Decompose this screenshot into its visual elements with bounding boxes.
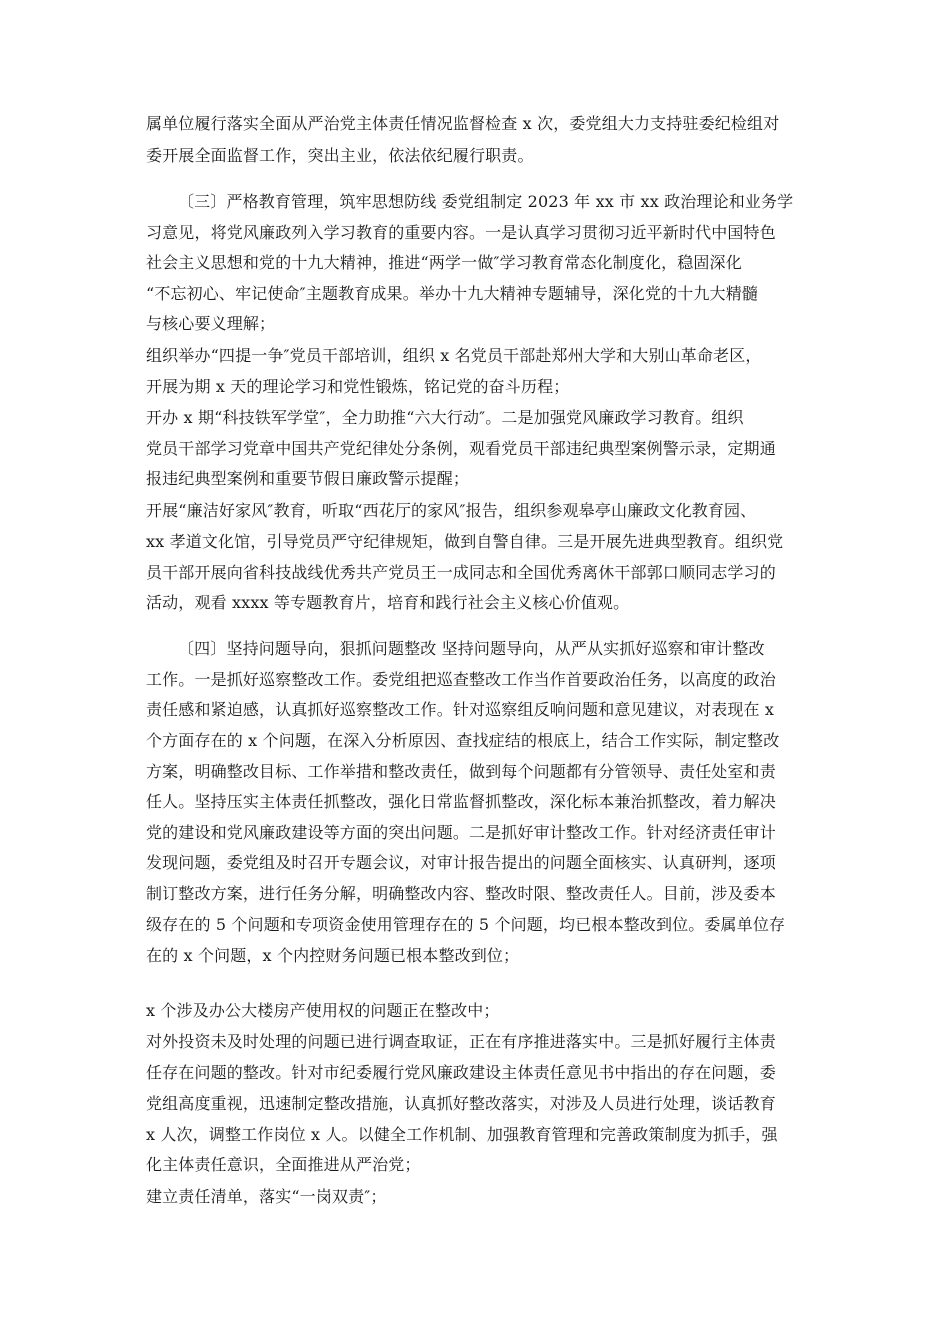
text-line: 党的建设和党风廉政建设等方面的突出问题。二是抓好审计整改工作。针对经济责任审计 xyxy=(146,823,776,842)
text-line: 制订整改方案，进行任务分解，明确整改内容、整改时限、整改责任人。目前，涉及委本 xyxy=(146,884,776,903)
text-line: 工作。一是抓好巡察整改工作。委党组把巡查整改工作当作首要政治任务，以高度的政治 xyxy=(146,670,776,689)
section-3-heading-line: 〔三〕严格教育管理，筑牢思想防线 委党组制定 2023 年 xx 市 xx 政治理论和业务学 xyxy=(178,192,794,211)
text-line: 发现问题，委党组及时召开专题会议，对审计报告提出的问题全面核实、认真研判，逐项 xyxy=(146,853,776,872)
text-line: 级存在的 5 个问题和专项资金使用管理存在的 5 个问题，均已根本整改到位。委属单位存 xyxy=(146,915,786,934)
text-line: 开展为期 x 天的理论学习和党性锻炼，铭记党的奋斗历程； xyxy=(146,377,570,396)
text-line: 活动，观看 xxxx 等专题教育片，培育和践行社会主义核心价值观。 xyxy=(146,593,630,612)
text-line: 报违纪典型案例和重要节假日廉政警示提醒； xyxy=(146,469,470,488)
text-line: 习意见，将党风廉政列入学习教育的重要内容。一是认真学习贯彻习近平新时代中国特色 xyxy=(146,223,776,242)
text-line: 与核心要义理解； xyxy=(146,314,276,333)
text-line: x 人次，调整工作岗位 x 人。以健全工作机制、加强教育管理和完善政策制度为抓手，强 xyxy=(146,1125,778,1144)
text-line: “不忘初心、牢记使命″主题教育成果。举办十九大精神专题辅导，深化党的十九大精髓 xyxy=(146,284,759,303)
text-line: 方案，明确整改目标、工作举措和整改责任，做到每个问题都有分管领导、责任处室和责 xyxy=(146,762,776,781)
text-line: 开办 x 期“科技铁军学堂″，全力助推“六大行动″。二是加强党风廉政学习教育。组织 xyxy=(146,408,744,427)
text-line: 党员干部学习党章中国共产党纪律处分条例，观看党员干部违纪典型案例警示录，定期通 xyxy=(146,439,776,458)
text-line: 社会主义思想和党的十九大精神，推进“两学一做″学习教育常态化制度化，稳固深化 xyxy=(146,253,742,272)
text-line: 开展“廉洁好家风″教育，听取“西花厅的家风″报告，组织参观皋亭山廉政文化教育园、 xyxy=(146,501,757,520)
section-4-heading-line: 〔四〕坚持问题导向，狠抓问题整改 坚持问题导向，从严从实抓好巡察和审计整改 xyxy=(178,639,765,658)
text-line: 在的 x 个问题，x 个内控财务问题已根本整改到位； xyxy=(146,946,520,965)
text-line: xx 孝道文化馆，引导党员严守纪律规矩，做到自警自律。三是开展先进典型教育。组织党 xyxy=(146,532,784,551)
text-line: x 个涉及办公大楼房产使用权的问题正在整改中； xyxy=(146,1001,500,1020)
text-line: 党组高度重视，迅速制定整改措施，认真抓好整改落实，对涉及人员进行处理，谈话教育 xyxy=(146,1094,776,1113)
text-line: 属单位履行落实全面从严治党主体责任情况监督检查 x 次，委党组大力支持驻委纪检组对 xyxy=(146,114,780,133)
text-line: 建立责任清单，落实“一岗双责″； xyxy=(146,1187,387,1206)
text-line: 员干部开展向省科技战线优秀共产党员王一成同志和全国优秀离休干部郭口顺同志学习的 xyxy=(146,563,776,582)
text-line: 个方面存在的 x 个问题，在深入分析原因、查找症结的根底上，结合工作实际，制定整改 xyxy=(146,731,780,750)
text-line: 组织举办“四提一争″党员干部培训，组织 x 名党员干部赴郑州大学和大别山革命老区， xyxy=(146,346,762,365)
text-line: 对外投资未及时处理的问题已进行调查取证，正在有序推进落实中。三是抓好履行主体责 xyxy=(146,1032,776,1051)
text-line: 化主体责任意识，全面推进从严治党； xyxy=(146,1155,421,1174)
text-line: 委开展全面监督工作，突出主业，依法依纪履行职责。 xyxy=(146,146,534,165)
text-line: 任人。坚持压实主体责任抓整改，强化日常监督抓整改，深化标本兼治抓整改，着力解决 xyxy=(146,792,776,811)
text-line: 责任感和紧迫感，认真抓好巡察整改工作。针对巡察组反响问题和意见建议，对表现在 x xyxy=(146,700,775,719)
text-line: 任存在问题的整改。针对市纪委履行党风廉政建设主体责任意见书中指出的存在问题，委 xyxy=(146,1063,776,1082)
